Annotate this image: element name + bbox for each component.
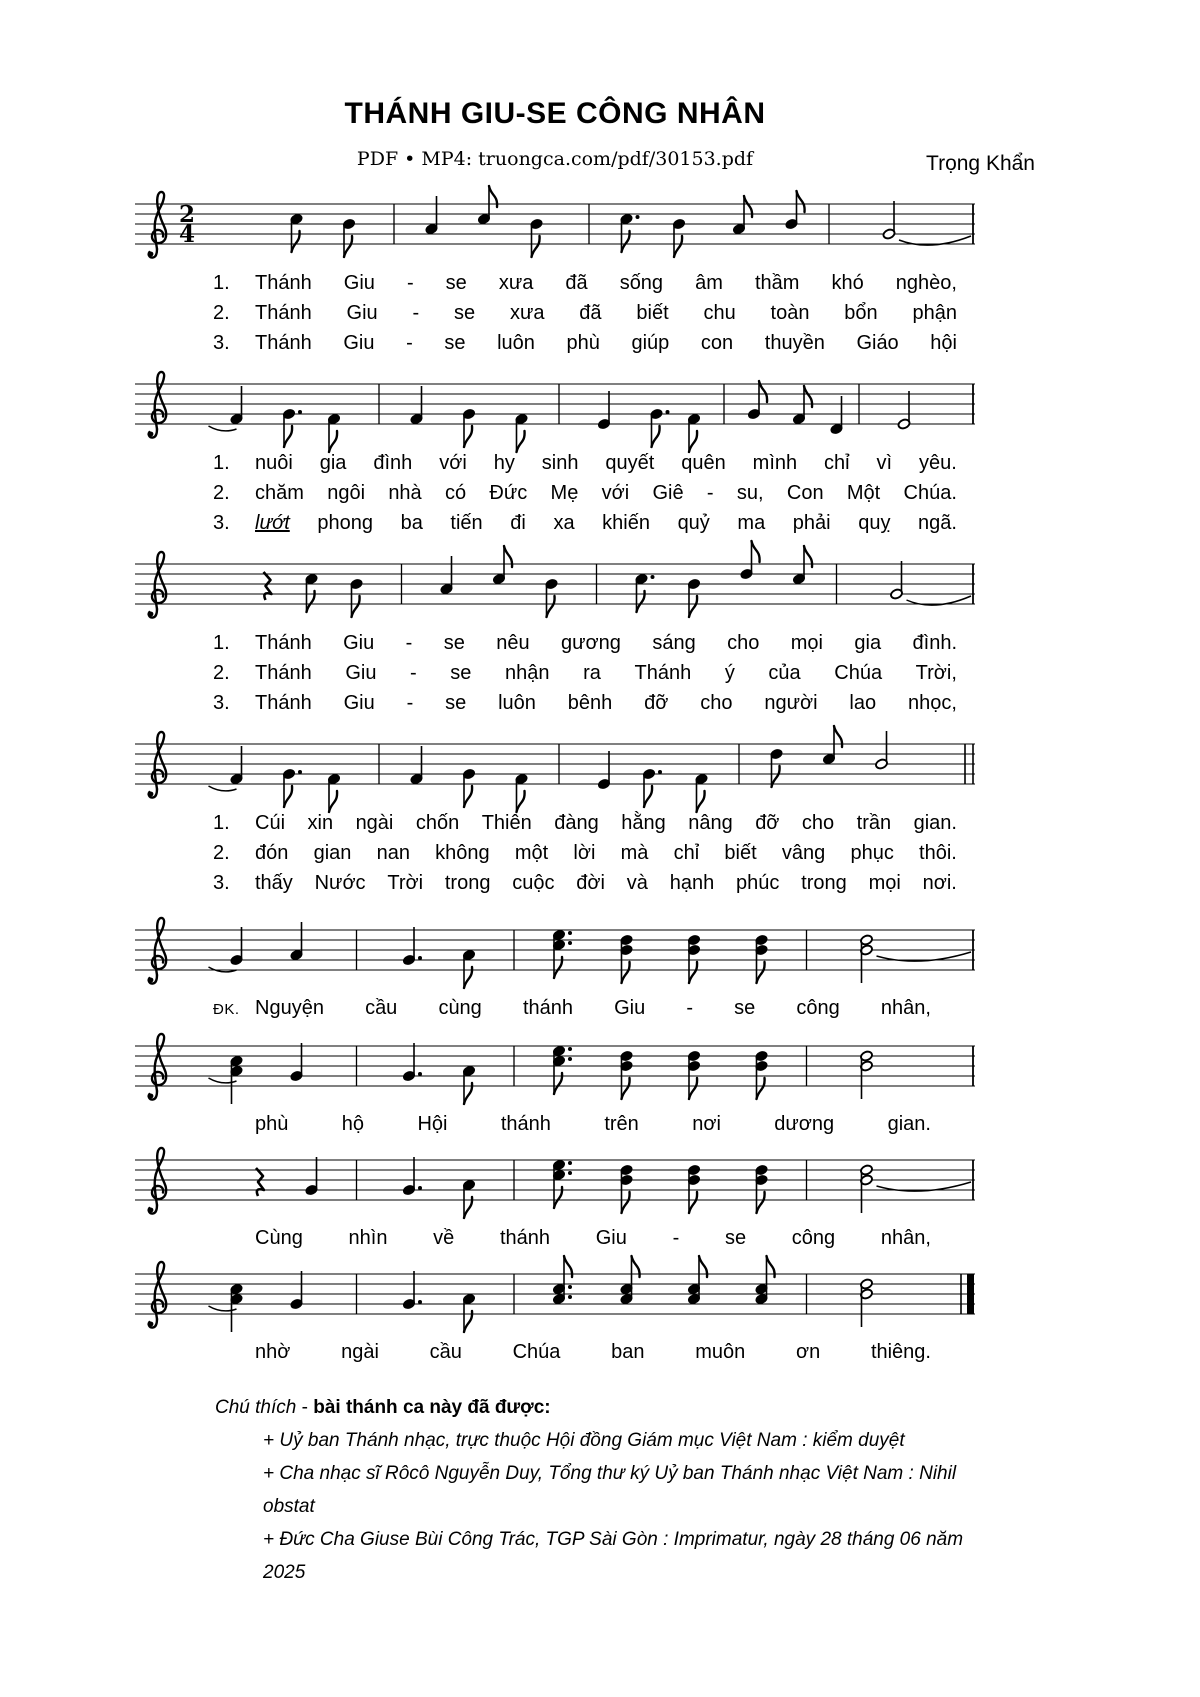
lyric-token: Thánh bbox=[255, 692, 312, 714]
lyric-token: đình. bbox=[912, 632, 957, 654]
lyric-token: Cúi bbox=[255, 812, 286, 834]
eighth-flag bbox=[622, 962, 630, 983]
lyric-label: 3. bbox=[213, 872, 230, 894]
lyric-token: ý bbox=[724, 662, 735, 684]
source-link-text: PDF • MP4: truongca.com/pdf/30153.pdf bbox=[356, 148, 754, 170]
lyric-token: dương bbox=[774, 1113, 835, 1135]
eighth-flag bbox=[284, 426, 292, 447]
lyric-tokens bbox=[255, 808, 957, 838]
treble-clef-icon bbox=[149, 1262, 167, 1328]
quarter-rest bbox=[256, 1168, 264, 1196]
lyric-token: chỉ bbox=[673, 842, 700, 864]
lyric-token: với bbox=[439, 452, 467, 474]
lyric-token: trên bbox=[604, 1113, 639, 1135]
eighth-flag bbox=[757, 1078, 765, 1099]
eighth-flag bbox=[689, 1078, 697, 1099]
treble-clef-icon bbox=[149, 192, 167, 258]
lyric-token: - bbox=[406, 272, 414, 294]
system-3 bbox=[135, 542, 975, 718]
lyric-row bbox=[135, 1224, 975, 1252]
footnote-intro-sep: - bbox=[296, 1397, 314, 1418]
system-4 bbox=[135, 722, 975, 898]
treble-clef-icon bbox=[149, 918, 167, 984]
eighth-flag bbox=[797, 191, 805, 212]
lyric-token: chăm bbox=[255, 482, 304, 504]
lyric-token: ngã. bbox=[918, 512, 957, 534]
lyric-token: vì bbox=[876, 452, 893, 474]
score-header bbox=[135, 0, 1035, 178]
lyric-token: ngài bbox=[341, 1341, 379, 1363]
lyric-token: Giu bbox=[343, 332, 375, 354]
lyric-token: đi bbox=[510, 512, 526, 534]
eighth-flag bbox=[689, 596, 697, 617]
lyric-tokens bbox=[255, 508, 957, 538]
lyric-token: su, bbox=[736, 482, 764, 504]
lyric-token: quyết bbox=[605, 452, 655, 474]
lyric-token: thôi. bbox=[919, 842, 957, 864]
lyric-token: thánh bbox=[500, 1113, 551, 1135]
eighth-flag bbox=[352, 596, 360, 617]
lyric-token: Giu bbox=[595, 1227, 627, 1249]
eighth-flag bbox=[622, 1078, 630, 1099]
treble-clef-icon bbox=[149, 1148, 167, 1214]
time-signature-bottom: 4 bbox=[178, 221, 196, 248]
lyric-token: sống bbox=[619, 272, 664, 294]
lyric-label: 3. bbox=[213, 332, 230, 354]
lyric-token: Thánh bbox=[255, 332, 312, 354]
lyric-tokens bbox=[255, 478, 957, 508]
tie bbox=[209, 426, 237, 431]
lyric-row bbox=[135, 478, 975, 508]
lyric-token: Chúa bbox=[834, 662, 883, 684]
lyric-token: bổn bbox=[844, 302, 878, 324]
lyric-token: khó bbox=[831, 272, 864, 294]
lyric-token: Con bbox=[786, 482, 824, 504]
lyric-token: con bbox=[700, 332, 734, 354]
lyric-token: gian bbox=[313, 842, 352, 864]
lyric-token: se bbox=[445, 692, 467, 714]
lyric-label: 1. bbox=[213, 632, 230, 654]
lyric-token: nêu bbox=[496, 632, 530, 654]
lyric-token: ban bbox=[611, 1341, 645, 1363]
lyric-token: phải bbox=[792, 512, 831, 534]
lyric-token: chỉ bbox=[824, 452, 850, 474]
lyric-token: thiêng. bbox=[870, 1341, 931, 1363]
staff-4 bbox=[135, 722, 975, 808]
lyric-tokens bbox=[255, 1224, 931, 1252]
lyric-token: phong bbox=[317, 512, 373, 534]
lyric-token: nhờ bbox=[255, 1341, 291, 1363]
lyric-token: muôn bbox=[695, 1341, 746, 1363]
lyric-token: với bbox=[601, 482, 630, 504]
footnote-item: + Cha nhạc sĩ Rôcô Nguyễn Duy, Tổng thư ký Uỷ ban Thánh nhạc Việt Nam : Nihil obstat bbox=[263, 1463, 957, 1517]
lyric-row bbox=[135, 994, 975, 1024]
lyric-token: ra bbox=[583, 662, 601, 684]
lyric-label: 2. bbox=[213, 482, 230, 504]
lyric-token: đỡ bbox=[644, 692, 669, 714]
lyric-token: xa bbox=[553, 512, 575, 534]
lyric-token: phúc bbox=[736, 872, 780, 894]
lyric-token: biết bbox=[724, 842, 757, 864]
eighth-flag bbox=[689, 1192, 697, 1213]
lyric-row bbox=[135, 508, 975, 538]
lyric-token: khiến bbox=[602, 512, 650, 534]
staff-2 bbox=[135, 362, 975, 448]
lyric-token: thánh bbox=[499, 1227, 551, 1249]
lyric-token: cho bbox=[801, 812, 835, 834]
lyric-token: thầm bbox=[754, 272, 800, 294]
lyric-tokens bbox=[255, 328, 957, 358]
lyric-label: 3. bbox=[213, 512, 230, 534]
lyric-row bbox=[135, 268, 975, 298]
eighth-flag bbox=[464, 786, 472, 807]
lyric-token: đón bbox=[255, 842, 289, 864]
lyric-tokens bbox=[255, 838, 957, 868]
lyric-token: Chúa. bbox=[903, 482, 957, 504]
lyric-token: sinh bbox=[541, 452, 579, 474]
lyric-tokens bbox=[255, 268, 957, 298]
lyric-token: - bbox=[406, 692, 414, 714]
lyric-token: Giê bbox=[652, 482, 684, 504]
lyric-token: thấy bbox=[255, 872, 293, 894]
time-signature-top: 2 bbox=[178, 201, 196, 228]
lyric-token: xin bbox=[307, 812, 334, 834]
lyric-tokens bbox=[255, 688, 957, 718]
lyric-token: gian. bbox=[887, 1113, 931, 1135]
lyric-token: Giu bbox=[343, 632, 375, 654]
lyric-token: Một bbox=[846, 482, 881, 504]
lyric-token: Thánh bbox=[255, 662, 312, 684]
lyric-token: đã bbox=[565, 272, 588, 294]
lyric-token: gia bbox=[854, 632, 882, 654]
lyric-token: Hội bbox=[417, 1113, 448, 1135]
lyric-token: thuyền bbox=[764, 332, 825, 354]
lyric-token: - bbox=[672, 1227, 680, 1249]
eighth-flag bbox=[464, 426, 472, 447]
tie bbox=[209, 1078, 237, 1083]
lyric-token: gian. bbox=[913, 812, 957, 834]
lyric-token: nghèo, bbox=[895, 272, 957, 294]
lyric-token: thánh bbox=[522, 997, 573, 1019]
composer-credit: Trọng Khẩn bbox=[926, 152, 1035, 175]
lyric-label: 1. bbox=[213, 452, 230, 474]
lyric-tokens bbox=[255, 298, 957, 328]
eighth-flag bbox=[674, 236, 682, 257]
lyric-tokens bbox=[255, 1338, 931, 1366]
lyric-token: se bbox=[450, 662, 472, 684]
staff-7 bbox=[135, 1138, 975, 1224]
lyric-token: công bbox=[796, 997, 840, 1019]
lyric-token: quên bbox=[681, 452, 726, 474]
lyric-token: mọi bbox=[790, 632, 823, 654]
music-systems bbox=[135, 182, 975, 1366]
lyric-token: - bbox=[686, 997, 694, 1019]
lyric-token: Chúa bbox=[512, 1341, 561, 1363]
lyric-token: Thánh bbox=[255, 302, 312, 324]
eighth-flag bbox=[284, 786, 292, 807]
lyric-token: - bbox=[410, 662, 417, 684]
eighth-flag bbox=[622, 1192, 630, 1213]
eighth-flag bbox=[757, 1192, 765, 1213]
lyric-token: trong bbox=[444, 872, 491, 894]
lyric-token: và bbox=[626, 872, 648, 894]
lyric-token: cuộc bbox=[512, 872, 555, 894]
footnote-items bbox=[263, 1424, 975, 1589]
lyric-token: Giáo bbox=[856, 332, 899, 354]
lyric-token: cầu bbox=[429, 1341, 462, 1363]
lyric-token: - bbox=[706, 482, 714, 504]
lyric-token: phù bbox=[255, 1113, 289, 1135]
lyric-token: mình bbox=[752, 452, 798, 474]
eighth-flag bbox=[689, 962, 697, 983]
lyric-token: công bbox=[791, 1227, 836, 1249]
footnote-intro-label: Chú thích bbox=[215, 1397, 297, 1418]
lyric-label: 1. bbox=[213, 272, 230, 294]
lyric-token: Cùng bbox=[255, 1227, 303, 1249]
lyric-row bbox=[135, 838, 975, 868]
lyric-token: cho bbox=[727, 632, 760, 654]
lyric-token: Giu bbox=[345, 662, 377, 684]
lyric-token: hạnh bbox=[669, 872, 715, 894]
lyric-token: bênh bbox=[567, 692, 613, 714]
lyric-tokens bbox=[255, 628, 957, 658]
lyric-row bbox=[135, 658, 975, 688]
staff-8 bbox=[135, 1252, 975, 1338]
lyric-token: Trời bbox=[387, 872, 424, 894]
lyric-token: hằng bbox=[621, 812, 666, 834]
lyric-token: ba bbox=[400, 512, 423, 534]
lyric-token: nhà bbox=[388, 482, 422, 504]
lyric-token: Nước bbox=[314, 872, 366, 894]
lyric-token: luôn bbox=[498, 692, 536, 714]
eighth-flag bbox=[752, 541, 760, 562]
lyric-token: đàng bbox=[554, 812, 599, 834]
lyric-tokens bbox=[255, 868, 957, 898]
lyric-tokens bbox=[255, 658, 957, 688]
lyric-token: đình bbox=[373, 452, 413, 474]
lyric-token: phận bbox=[912, 302, 957, 324]
lyric-token: Thánh bbox=[255, 632, 312, 654]
lyric-row bbox=[135, 1338, 975, 1366]
staff-6 bbox=[135, 1024, 975, 1110]
eighth-flag bbox=[344, 236, 352, 257]
lyric-token: ngôi bbox=[327, 482, 366, 504]
lyric-token: biết bbox=[636, 302, 669, 324]
lyric-token: se bbox=[454, 302, 476, 324]
lyric-token: hy bbox=[493, 452, 515, 474]
lyric-token: gương bbox=[561, 632, 621, 654]
tie bbox=[209, 1306, 237, 1311]
lyric-token: đỡ bbox=[755, 812, 780, 834]
quarter-rest bbox=[264, 572, 272, 600]
lyric-token: ngài bbox=[355, 812, 394, 834]
lyric-token: Thiên bbox=[481, 812, 532, 834]
lyric-token: nhân, bbox=[880, 1227, 931, 1249]
lyric-token: chốn bbox=[415, 812, 460, 834]
treble-clef-icon bbox=[149, 1034, 167, 1100]
lyric-row bbox=[135, 868, 975, 898]
lyric-token: lời bbox=[573, 842, 596, 864]
lyric-token: cầu bbox=[365, 997, 398, 1019]
lyric-token: se bbox=[734, 997, 756, 1019]
system-7 bbox=[135, 1138, 975, 1252]
lyric-token: âm bbox=[695, 272, 723, 294]
lyric-token: cùng bbox=[438, 997, 482, 1019]
lyric-label: 2. bbox=[213, 842, 230, 864]
lyric-token: phục bbox=[850, 842, 894, 864]
lyric-token: se bbox=[444, 332, 466, 354]
lyric-token: có bbox=[444, 482, 467, 504]
lyric-token: quỷ bbox=[677, 512, 710, 534]
lyric-token: Giu bbox=[343, 272, 375, 294]
lyric-token: người bbox=[764, 692, 818, 714]
lyric-token: chu bbox=[703, 302, 736, 324]
lyric-token: của bbox=[768, 662, 801, 684]
lyric-token: phù bbox=[566, 332, 600, 354]
staff-1 bbox=[135, 182, 975, 268]
lyric-row bbox=[135, 1110, 975, 1138]
lyric-token: nhọc, bbox=[907, 692, 957, 714]
lyric-token: luôn bbox=[497, 332, 535, 354]
eighth-flag bbox=[652, 426, 660, 447]
footnote-intro bbox=[215, 1392, 975, 1424]
lyric-token: trong bbox=[801, 872, 847, 894]
footnote-item: + Uỷ ban Thánh nhạc, trực thuộc Hội đồng Giám mục Việt Nam : kiểm duyệt bbox=[263, 1430, 905, 1451]
system-6 bbox=[135, 1024, 975, 1138]
lyric-token: trần bbox=[856, 812, 892, 834]
treble-clef-icon bbox=[149, 552, 167, 618]
eighth-flag bbox=[547, 596, 555, 617]
lyric-label: 2. bbox=[213, 302, 230, 324]
lyric-token: đã bbox=[579, 302, 602, 324]
lyric-token: nan bbox=[376, 842, 410, 864]
lyric-row bbox=[135, 688, 975, 718]
lyric-token: nhận bbox=[505, 662, 550, 684]
page-title: THÁNH GIU-SE CÔNG NHÂN bbox=[344, 97, 766, 130]
lyric-token: nhân, bbox=[880, 997, 931, 1019]
lyric-tokens bbox=[255, 1110, 931, 1138]
lyric-token: Mẹ bbox=[550, 482, 579, 504]
lyric-token: đời bbox=[576, 872, 605, 894]
subtitle-row bbox=[135, 148, 1035, 178]
lyric-token: se bbox=[724, 1227, 747, 1249]
lyric-token: Giu bbox=[343, 692, 375, 714]
score-page bbox=[135, 0, 1035, 1589]
lyric-token: Giu bbox=[346, 302, 378, 324]
lyric-token: quỵ bbox=[858, 512, 891, 534]
lyric-token: hộ bbox=[341, 1113, 365, 1135]
tie bbox=[209, 786, 237, 791]
lyric-row bbox=[135, 628, 975, 658]
footnote bbox=[135, 1392, 975, 1589]
lyric-token: ơn bbox=[795, 1341, 821, 1363]
footnote-item: + Đức Cha Giuse Bùi Công Trác, TGP Sài Gòn : Imprimatur, ngày 28 tháng 06 năm 2025 bbox=[263, 1529, 964, 1583]
lyric-token: mà bbox=[620, 842, 649, 864]
footnote-intro-bold: bài thánh ca này đã được bbox=[313, 1397, 545, 1418]
lyric-label: 1. bbox=[213, 812, 230, 834]
lyric-token: tiến bbox=[450, 512, 483, 534]
lyric-token: se bbox=[445, 272, 467, 294]
lyric-row bbox=[135, 298, 975, 328]
lyric-token: về bbox=[433, 1227, 455, 1249]
lyric-label: 3. bbox=[213, 692, 230, 714]
eighth-flag bbox=[532, 236, 540, 257]
treble-clef-icon bbox=[149, 732, 167, 798]
lyric-token: Nguyện bbox=[255, 997, 324, 1019]
lyric-label: 2. bbox=[213, 662, 230, 684]
lyric-token: xưa bbox=[509, 302, 545, 324]
system-1 bbox=[135, 182, 975, 358]
lyric-token: Giu bbox=[614, 997, 646, 1019]
lyric-token: lướt bbox=[255, 512, 290, 534]
lyric-row bbox=[135, 328, 975, 358]
lyric-token: nâng bbox=[688, 812, 733, 834]
system-5 bbox=[135, 908, 975, 1024]
eighth-flag bbox=[757, 962, 765, 983]
lyric-label: ĐK. bbox=[213, 1001, 240, 1018]
treble-clef-icon bbox=[149, 372, 167, 438]
system-2 bbox=[135, 362, 975, 538]
lyric-token: yêu. bbox=[919, 452, 957, 474]
lyric-token: se bbox=[443, 632, 465, 654]
lyric-token: Đức bbox=[489, 482, 528, 504]
lyric-token: - bbox=[406, 332, 413, 354]
lyric-token: - bbox=[405, 632, 413, 654]
lyric-row bbox=[135, 448, 975, 478]
eighth-flag bbox=[644, 786, 652, 807]
lyric-token: toàn bbox=[770, 302, 810, 324]
lyric-token: nơi. bbox=[922, 872, 957, 894]
lyric-token: nhìn bbox=[348, 1227, 388, 1249]
lyric-token: giúp bbox=[631, 332, 670, 354]
lyric-token: một bbox=[514, 842, 549, 864]
lyric-token: nuôi bbox=[255, 452, 293, 474]
system-8 bbox=[135, 1252, 975, 1366]
lyric-token: - bbox=[412, 302, 420, 324]
lyric-token: ma bbox=[737, 512, 766, 534]
lyric-token: gia bbox=[319, 452, 347, 474]
lyric-token: Trời, bbox=[915, 662, 957, 684]
lyric-token: vâng bbox=[781, 842, 826, 864]
lyric-token: không bbox=[435, 842, 490, 864]
lyric-token: lao bbox=[849, 692, 877, 714]
staff-3 bbox=[135, 542, 975, 628]
lyric-token: Thánh bbox=[255, 272, 312, 294]
lyric-token: hội bbox=[930, 332, 957, 354]
lyric-token: cho bbox=[700, 692, 733, 714]
lyric-row bbox=[135, 808, 975, 838]
lyric-token: xưa bbox=[498, 272, 534, 294]
staff-5 bbox=[135, 908, 975, 994]
lyric-token: mọi bbox=[868, 872, 901, 894]
lyric-token: sáng bbox=[652, 632, 696, 654]
lyric-tokens bbox=[255, 448, 957, 478]
lyric-token: nơi bbox=[692, 1113, 721, 1135]
footnote-intro-colon: : bbox=[544, 1397, 551, 1418]
lyric-tokens bbox=[255, 994, 931, 1022]
lyric-token: Thánh bbox=[634, 662, 692, 684]
